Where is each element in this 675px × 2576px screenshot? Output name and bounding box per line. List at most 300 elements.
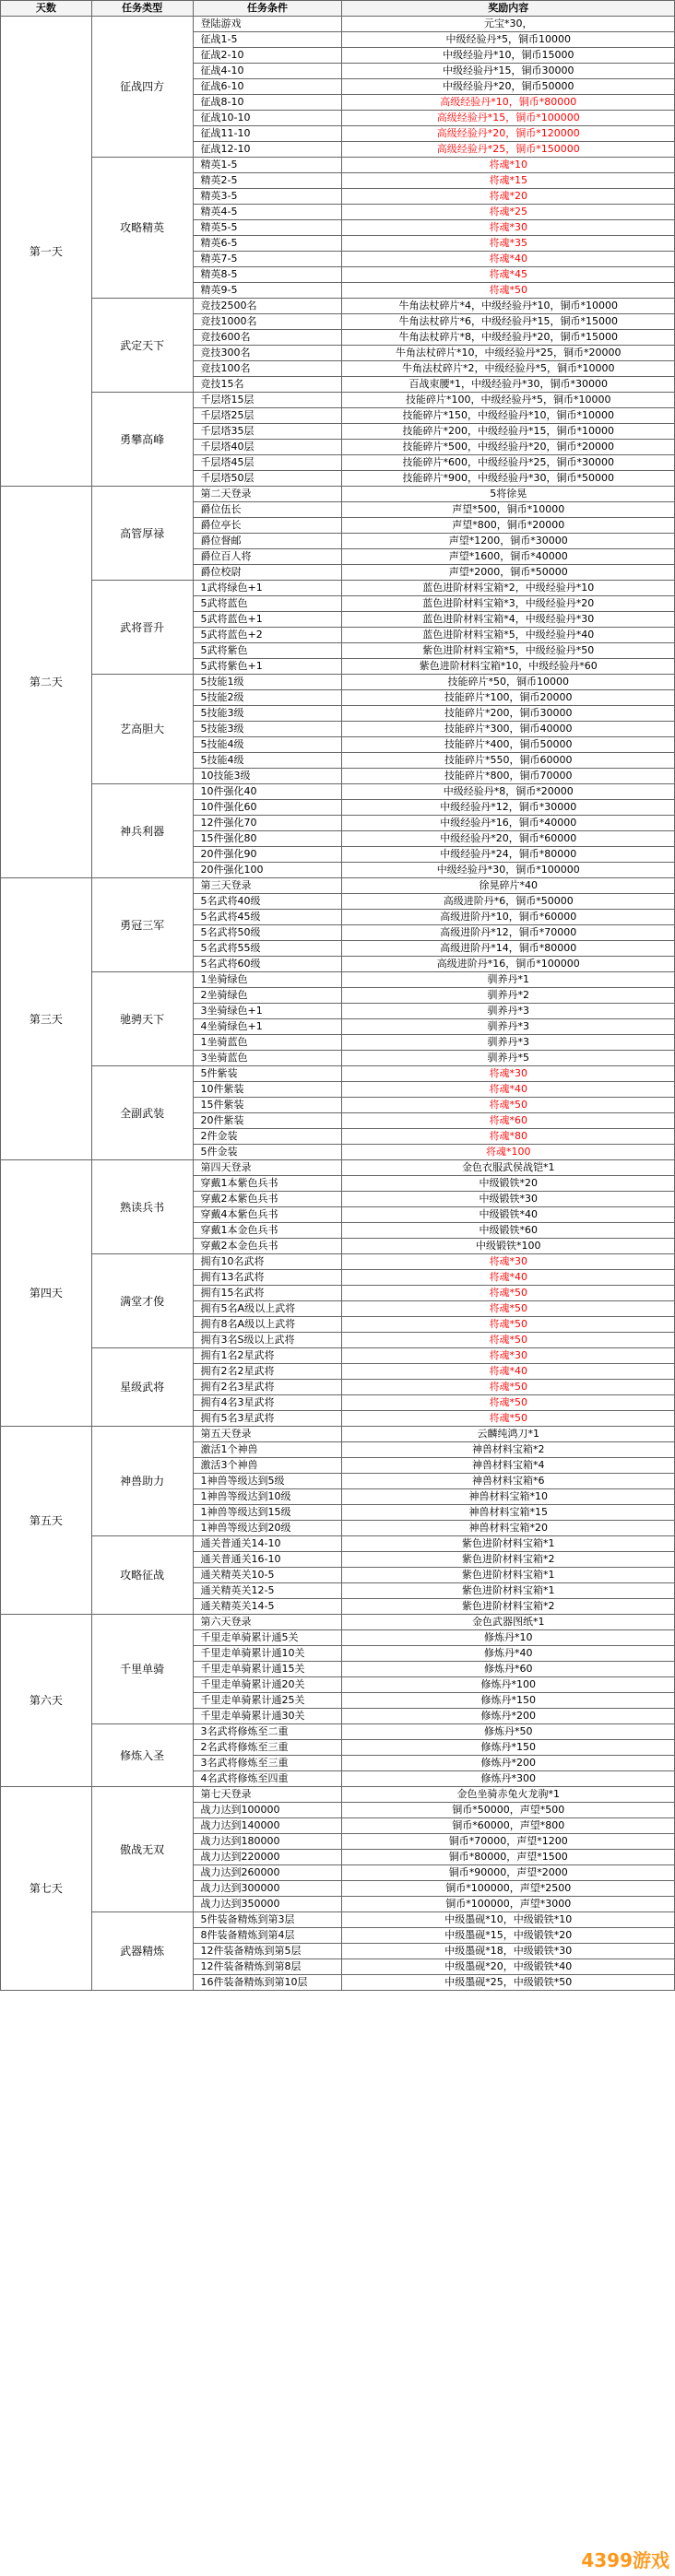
reward-cell: 神兽材料宝箱*2 [342, 1442, 675, 1458]
reward-cell: 蓝色进阶材料宝箱*4，中级经验丹*30 [342, 612, 675, 628]
task-condition-cell: 征战1-5 [193, 32, 342, 48]
task-condition-cell: 竞技2500名 [193, 299, 342, 314]
table-row [1, 784, 675, 800]
task-condition-cell: 2名武将修炼至三重 [193, 1740, 342, 1756]
task-type-cell: 勇攀高峰 [91, 393, 193, 487]
task-condition-cell: 5件装备精炼到第3层 [193, 1912, 342, 1928]
task-condition-cell: 千里走单骑累计通10关 [193, 1646, 342, 1662]
task-condition-cell: 5武将紫色+1 [193, 659, 342, 675]
task-type-cell: 满堂才俊 [91, 1254, 193, 1348]
task-condition-cell: 第二天登录 [193, 487, 342, 502]
reward-cell: 中级墨砚*25，中级锻铁*50 [342, 1975, 675, 1991]
task-condition-cell: 5名武将40级 [193, 894, 342, 910]
reward-cell: 将魂*40 [342, 252, 675, 267]
task-condition-cell: 5武将蓝色+1 [193, 612, 342, 628]
reward-cell: 技能碎片*550，铜币60000 [342, 753, 675, 769]
reward-cell: 技能碎片*100，铜币20000 [342, 690, 675, 706]
task-condition-cell: 拥有2名2星武将 [193, 1364, 342, 1380]
reward-cell: 神兽材料宝箱*6 [342, 1474, 675, 1489]
reward-cell: 金色武器图纸*1 [342, 1615, 675, 1630]
reward-cell: 将魂*50 [342, 1333, 675, 1348]
reward-cell: 蓝色进阶材料宝箱*3，中级经验丹*20 [342, 596, 675, 612]
task-type-cell: 千里单骑 [91, 1615, 193, 1724]
reward-cell: 中级墨砚*18，中级锻铁*30 [342, 1944, 675, 1959]
reward-cell: 中级墨砚*10，中级锻铁*10 [342, 1912, 675, 1928]
reward-cell: 将魂*50 [342, 283, 675, 299]
task-condition-cell: 20件强化90 [193, 847, 342, 863]
task-condition-cell: 10件强化60 [193, 800, 342, 816]
task-condition-cell: 1神兽等级达到20级 [193, 1521, 342, 1536]
reward-cell: 声望*1600，铜币*40000 [342, 549, 675, 565]
task-condition-cell: 激活1个神兽 [193, 1442, 342, 1458]
reward-cell: 中级经验丹*24，铜币*80000 [342, 847, 675, 863]
task-condition-cell: 征战8-10 [193, 95, 342, 111]
reward-cell: 将魂*50 [342, 1395, 675, 1411]
task-condition-cell: 10件强化40 [193, 784, 342, 800]
reward-cell: 将魂*50 [342, 1301, 675, 1317]
task-condition-cell: 精英1-5 [193, 158, 342, 173]
header-task-condition: 任务条件 [193, 1, 342, 17]
reward-cell: 将魂*80 [342, 1129, 675, 1145]
reward-cell: 将魂*50 [342, 1380, 675, 1395]
table-row [1, 1427, 675, 1442]
task-condition-cell: 登陆游戏 [193, 17, 342, 32]
reward-cell: 紫色进阶材料宝箱*1 [342, 1568, 675, 1583]
task-condition-cell: 千层塔15层 [193, 393, 342, 408]
header-reward: 奖励内容 [342, 1, 675, 17]
task-condition-cell: 第五天登录 [193, 1427, 342, 1442]
task-condition-cell: 战力达到220000 [193, 1850, 342, 1865]
task-condition-cell: 拥有5名3星武将 [193, 1411, 342, 1427]
task-type-cell: 攻略精英 [91, 158, 193, 299]
task-condition-cell: 竞技15名 [193, 377, 342, 393]
task-condition-cell: 拥有5名A级以上武将 [193, 1301, 342, 1317]
reward-cell: 高级经验丹*15，铜币*100000 [342, 111, 675, 126]
task-condition-cell: 战力达到100000 [193, 1803, 342, 1818]
reward-cell: 修炼丹*40 [342, 1646, 675, 1662]
task-type-cell: 星级武将 [91, 1348, 193, 1427]
reward-cell: 中级锻铁*30 [342, 1192, 675, 1207]
reward-cell: 中级锻铁*60 [342, 1223, 675, 1239]
table-row [1, 878, 675, 894]
reward-cell: 修炼丹*50 [342, 1724, 675, 1740]
header-day: 天数 [1, 1, 92, 17]
task-condition-cell: 精英3-5 [193, 189, 342, 205]
task-condition-cell: 精英7-5 [193, 252, 342, 267]
task-condition-cell: 穿戴1本金色兵书 [193, 1223, 342, 1239]
reward-cell: 中级经验丹*12，铜币*30000 [342, 800, 675, 816]
reward-cell: 将魂*40 [342, 1270, 675, 1286]
table-row [1, 1160, 675, 1176]
reward-cell: 高级经验丹*25，铜币*150000 [342, 142, 675, 158]
reward-cell: 高级进阶丹*14，铜币*80000 [342, 941, 675, 957]
reward-cell: 高级进阶丹*10，铜币*60000 [342, 910, 675, 925]
task-condition-cell: 第六天登录 [193, 1615, 342, 1630]
task-condition-cell: 精英9-5 [193, 283, 342, 299]
reward-cell: 将魂*100 [342, 1145, 675, 1160]
task-condition-cell: 千里走单骑累计通15关 [193, 1662, 342, 1677]
table-row [1, 1066, 675, 1082]
reward-cell: 技能碎片*50，铜币10000 [342, 675, 675, 690]
task-condition-cell: 5名武将45级 [193, 910, 342, 925]
reward-cell: 牛角法杖碎片*2，中级经验丹*5，铜币*10000 [342, 361, 675, 377]
task-type-cell: 艺高胆大 [91, 675, 193, 784]
task-condition-cell: 千层塔40层 [193, 440, 342, 455]
reward-cell: 神兽材料宝箱*10 [342, 1489, 675, 1505]
task-type-cell: 征战四方 [91, 17, 193, 158]
task-condition-cell: 5件金装 [193, 1145, 342, 1160]
reward-cell: 将魂*60 [342, 1113, 675, 1129]
task-condition-cell: 穿戴1本紫色兵书 [193, 1176, 342, 1192]
reward-cell: 高级进阶丹*16，铜币*100000 [342, 957, 675, 972]
task-condition-cell: 通关精英关12-5 [193, 1583, 342, 1599]
task-condition-cell: 千里走单骑累计通5关 [193, 1630, 342, 1646]
reward-cell: 蓝色进阶材料宝箱*2，中级经验丹*10 [342, 581, 675, 596]
task-type-cell: 修炼入圣 [91, 1724, 193, 1787]
task-condition-cell: 5技能1级 [193, 675, 342, 690]
reward-cell: 中级经验丹*8，铜币*20000 [342, 784, 675, 800]
task-condition-cell: 15件紫装 [193, 1098, 342, 1113]
reward-cell: 声望*2000，铜币*50000 [342, 565, 675, 581]
reward-cell: 修炼丹*60 [342, 1662, 675, 1677]
task-condition-cell: 5技能3级 [193, 706, 342, 722]
reward-cell: 紫色进阶材料宝箱*1 [342, 1536, 675, 1552]
task-condition-cell: 通关普通关14-10 [193, 1536, 342, 1552]
reward-cell: 铜币*90000，声望*2000 [342, 1865, 675, 1881]
task-condition-cell: 通关精英关14-5 [193, 1599, 342, 1615]
reward-cell: 元宝*30， [342, 17, 675, 32]
table-body [1, 17, 675, 1991]
reward-cell: 高级经验丹*10，铜币*80000 [342, 95, 675, 111]
task-condition-cell: 千里走单骑累计通30关 [193, 1709, 342, 1724]
reward-cell: 紫色进阶材料宝箱*1 [342, 1583, 675, 1599]
reward-cell: 将魂*30 [342, 1348, 675, 1364]
table-row [1, 581, 675, 596]
reward-cell: 铜币*60000，声望*800 [342, 1818, 675, 1834]
task-condition-cell: 第三天登录 [193, 878, 342, 894]
reward-cell: 声望*500，铜币*10000 [342, 502, 675, 518]
day-cell: 第一天 [1, 17, 92, 487]
task-condition-cell: 征战11-10 [193, 126, 342, 142]
reward-cell: 将魂*45 [342, 267, 675, 283]
task-condition-cell: 竞技1000名 [193, 314, 342, 330]
reward-cell: 徐晃碎片*40 [342, 878, 675, 894]
task-condition-cell: 5件紫装 [193, 1066, 342, 1082]
reward-cell: 中级经验丹*5，铜币10000 [342, 32, 675, 48]
reward-cell: 声望*800，铜币*20000 [342, 518, 675, 534]
reward-cell: 驯养丹*1 [342, 972, 675, 988]
reward-cell: 中级经验丹*16，铜币*40000 [342, 816, 675, 831]
reward-cell: 技能碎片*900，中级经验丹*30，铜币*50000 [342, 471, 675, 487]
task-condition-cell: 3坐骑蓝色 [193, 1051, 342, 1066]
day-cell: 第二天 [1, 487, 92, 878]
task-condition-cell: 12件装备精炼到第5层 [193, 1944, 342, 1959]
reward-cell: 将魂*50 [342, 1411, 675, 1427]
task-condition-cell: 10件紫装 [193, 1082, 342, 1098]
reward-cell: 声望*1200，铜币*30000 [342, 534, 675, 549]
reward-cell: 驯养丹*3 [342, 1019, 675, 1035]
task-type-cell: 驰骋天下 [91, 972, 193, 1066]
table-row [1, 1536, 675, 1552]
reward-cell: 修炼丹*300 [342, 1771, 675, 1787]
task-condition-cell: 爵位督邮 [193, 534, 342, 549]
task-condition-cell: 拥有1名2星武将 [193, 1348, 342, 1364]
task-condition-cell: 3名武将修炼至二重 [193, 1724, 342, 1740]
task-condition-cell: 第四天登录 [193, 1160, 342, 1176]
task-condition-cell: 征战4-10 [193, 64, 342, 79]
task-condition-cell: 2件金装 [193, 1129, 342, 1145]
reward-cell: 高级进阶丹*6，铜币*50000 [342, 894, 675, 910]
day-cell: 第七天 [1, 1787, 92, 1991]
task-condition-cell: 精英4-5 [193, 205, 342, 220]
task-condition-cell: 战力达到300000 [193, 1881, 342, 1897]
task-condition-cell: 通关普通关16-10 [193, 1552, 342, 1568]
task-condition-cell: 战力达到350000 [193, 1897, 342, 1912]
task-condition-cell: 5技能2级 [193, 690, 342, 706]
reward-cell: 金色坐骑赤兔火龙驹*1 [342, 1787, 675, 1803]
task-type-cell: 武将晋升 [91, 581, 193, 675]
task-condition-cell: 拥有15名武将 [193, 1286, 342, 1301]
task-condition-cell: 通关精英关10-5 [193, 1568, 342, 1583]
reward-cell: 中级锻铁*20 [342, 1176, 675, 1192]
reward-cell: 技能碎片*800，铜币70000 [342, 769, 675, 784]
reward-cell: 将魂*50 [342, 1098, 675, 1113]
task-condition-cell: 第七天登录 [193, 1787, 342, 1803]
reward-cell: 将魂*30 [342, 1254, 675, 1270]
task-condition-cell: 拥有13名武将 [193, 1270, 342, 1286]
watermark-logo: 4399游戏 [581, 2549, 669, 2571]
day-cell: 第四天 [1, 1160, 92, 1427]
reward-cell: 将魂*50 [342, 1317, 675, 1333]
task-condition-cell: 4坐骑绿色+1 [193, 1019, 342, 1035]
reward-cell: 将魂*30 [342, 1066, 675, 1082]
reward-cell: 百战束腰*1，中级经验丹*30，铜币*30000 [342, 377, 675, 393]
table-row [1, 393, 675, 408]
table-row [1, 1912, 675, 1928]
task-condition-cell: 千里走单骑累计通25关 [193, 1693, 342, 1709]
reward-cell: 将魂*40 [342, 1082, 675, 1098]
task-condition-cell: 拥有4名3星武将 [193, 1395, 342, 1411]
task-condition-cell: 15件强化80 [193, 831, 342, 847]
reward-cell: 技能碎片*300，铜币40000 [342, 722, 675, 737]
reward-cell: 中级经验丹*15，铜币30000 [342, 64, 675, 79]
reward-cell: 铜币*100000，声望*3000 [342, 1897, 675, 1912]
task-condition-cell: 5武将蓝色 [193, 596, 342, 612]
task-condition-cell: 16件装备精炼到第10层 [193, 1975, 342, 1991]
reward-cell: 铜币*100000，声望*2500 [342, 1881, 675, 1897]
reward-cell: 中级墨砚*15，中级锻铁*20 [342, 1928, 675, 1944]
task-condition-cell: 8件装备精炼到第4层 [193, 1928, 342, 1944]
reward-cell: 蓝色进阶材料宝箱*5，中级经验丹*40 [342, 628, 675, 643]
task-condition-cell: 1坐骑绿色 [193, 972, 342, 988]
task-condition-cell: 2坐骑绿色 [193, 988, 342, 1004]
task-condition-cell: 1神兽等级达到15级 [193, 1505, 342, 1521]
table-row [1, 1254, 675, 1270]
reward-cell: 技能碎片*600，中级经验丹*25，铜币*30000 [342, 455, 675, 471]
task-condition-cell: 战力达到260000 [193, 1865, 342, 1881]
reward-cell: 将魂*30 [342, 220, 675, 236]
task-condition-cell: 20件紫装 [193, 1113, 342, 1129]
reward-cell: 中级经验丹*10，铜币15000 [342, 48, 675, 64]
reward-cell: 技能碎片*150，中级经验丹*10，铜币*10000 [342, 408, 675, 424]
task-condition-cell: 4名武将修炼至四重 [193, 1771, 342, 1787]
task-type-cell: 武器精炼 [91, 1912, 193, 1991]
reward-cell: 紫色进阶材料宝箱*2 [342, 1599, 675, 1615]
task-type-cell: 武定天下 [91, 299, 193, 393]
task-condition-cell: 拥有3名S级以上武将 [193, 1333, 342, 1348]
task-condition-cell: 精英5-5 [193, 220, 342, 236]
table-row [1, 158, 675, 173]
task-condition-cell: 1神兽等级达到5级 [193, 1474, 342, 1489]
task-condition-cell: 5技能4级 [193, 737, 342, 753]
task-type-cell: 全副武装 [91, 1066, 193, 1160]
table-header-row [1, 1, 675, 17]
task-condition-cell: 竞技300名 [193, 346, 342, 361]
task-condition-cell: 5武将蓝色+2 [193, 628, 342, 643]
task-condition-cell: 拥有10名武将 [193, 1254, 342, 1270]
reward-cell: 铜币*50000，声望*500 [342, 1803, 675, 1818]
day-cell: 第六天 [1, 1615, 92, 1787]
task-condition-cell: 5名武将50级 [193, 925, 342, 941]
task-condition-cell: 爵位校尉 [193, 565, 342, 581]
reward-cell: 牛角法杖碎片*8，中级经验丹*20，铜币*15000 [342, 330, 675, 346]
task-condition-cell: 战力达到180000 [193, 1834, 342, 1850]
reward-cell: 技能碎片*100，中级经验丹*5，铜币*10000 [342, 393, 675, 408]
reward-cell: 中级经验丹*30，铜币*100000 [342, 863, 675, 878]
table-row [1, 972, 675, 988]
task-condition-cell: 20件强化100 [193, 863, 342, 878]
reward-cell: 神兽材料宝箱*20 [342, 1521, 675, 1536]
task-condition-cell: 激活3个神兽 [193, 1458, 342, 1474]
reward-cell: 铜币*80000，声望*1500 [342, 1850, 675, 1865]
task-condition-cell: 5名武将55级 [193, 941, 342, 957]
task-condition-cell: 12件强化70 [193, 816, 342, 831]
reward-cell: 驯养丹*5 [342, 1051, 675, 1066]
reward-cell: 中级锻铁*40 [342, 1207, 675, 1223]
task-type-cell: 傲战无双 [91, 1787, 193, 1912]
day-cell: 第五天 [1, 1427, 92, 1615]
reward-cell: 牛角法杖碎片*4，中级经验丹*10，铜币*10000 [342, 299, 675, 314]
reward-cell: 铜币*70000，声望*1200 [342, 1834, 675, 1850]
reward-cell: 驯养丹*3 [342, 1004, 675, 1019]
task-condition-cell: 征战2-10 [193, 48, 342, 64]
reward-cell: 神兽材料宝箱*15 [342, 1505, 675, 1521]
task-condition-cell: 5名武将60级 [193, 957, 342, 972]
reward-cell: 修炼丹*10 [342, 1630, 675, 1646]
task-condition-cell: 战力达到140000 [193, 1818, 342, 1834]
task-condition-cell: 穿戴2本金色兵书 [193, 1239, 342, 1254]
day-cell: 第三天 [1, 878, 92, 1160]
task-condition-cell: 精英6-5 [193, 236, 342, 252]
reward-cell: 将魂*35 [342, 236, 675, 252]
task-condition-cell: 拥有2名3星武将 [193, 1380, 342, 1395]
task-condition-cell: 5技能3级 [193, 722, 342, 737]
reward-cell: 云麟纯鸿刀*1 [342, 1427, 675, 1442]
task-condition-cell: 穿戴2本紫色兵书 [193, 1192, 342, 1207]
task-condition-cell: 精英8-5 [193, 267, 342, 283]
reward-cell: 牛角法杖碎片*6，中级经验丹*15，铜币*15000 [342, 314, 675, 330]
task-condition-cell: 1武将绿色+1 [193, 581, 342, 596]
task-type-cell: 熟读兵书 [91, 1160, 193, 1254]
task-condition-cell: 穿戴4本紫色兵书 [193, 1207, 342, 1223]
reward-cell: 紫色进阶材料宝箱*2 [342, 1552, 675, 1568]
task-condition-cell: 5技能4级 [193, 753, 342, 769]
reward-cell: 将魂*40 [342, 1364, 675, 1380]
task-condition-cell: 征战10-10 [193, 111, 342, 126]
reward-cell: 将魂*15 [342, 173, 675, 189]
table-row [1, 487, 675, 502]
task-condition-cell: 5武将紫色 [193, 643, 342, 659]
task-condition-cell: 征战6-10 [193, 79, 342, 95]
reward-cell: 技能碎片*200，中级经验丹*15，铜币*10000 [342, 424, 675, 440]
table-row [1, 1787, 675, 1803]
reward-cell: 修炼丹*200 [342, 1709, 675, 1724]
reward-cell: 高级进阶丹*12，铜币*70000 [342, 925, 675, 941]
table-row [1, 1348, 675, 1364]
reward-cell: 修炼丹*200 [342, 1756, 675, 1771]
reward-cell: 技能碎片*500，中级经验丹*20，铜币*20000 [342, 440, 675, 455]
task-condition-cell: 千层塔45层 [193, 455, 342, 471]
reward-cell: 5将徐晃 [342, 487, 675, 502]
task-condition-cell: 拥有8名A级以上武将 [193, 1317, 342, 1333]
table-row [1, 1724, 675, 1740]
task-condition-cell: 竞技100名 [193, 361, 342, 377]
task-condition-cell: 3坐骑绿色+1 [193, 1004, 342, 1019]
reward-cell: 高级经验丹*20，铜币*120000 [342, 126, 675, 142]
reward-cell: 将魂*50 [342, 1286, 675, 1301]
reward-cell: 修炼丹*150 [342, 1740, 675, 1756]
task-type-cell: 攻略征战 [91, 1536, 193, 1615]
task-type-cell: 神兵利器 [91, 784, 193, 878]
task-condition-cell: 精英2-5 [193, 173, 342, 189]
task-condition-cell: 千层塔35层 [193, 424, 342, 440]
task-condition-cell: 12件装备精炼到第8层 [193, 1959, 342, 1975]
reward-cell: 紫色进阶材料宝箱*10，中级经验丹*60 [342, 659, 675, 675]
reward-cell: 紫色进阶材料宝箱*5，中级经验丹*50 [342, 643, 675, 659]
task-type-cell: 勇冠三军 [91, 878, 193, 972]
reward-cell: 将魂*25 [342, 205, 675, 220]
table-row [1, 675, 675, 690]
reward-cell: 金色衣服武侯战铠*1 [342, 1160, 675, 1176]
reward-cell: 驯养丹*2 [342, 988, 675, 1004]
reward-cell: 修炼丹*150 [342, 1693, 675, 1709]
header-task-type: 任务类型 [91, 1, 193, 17]
task-condition-cell: 征战12-10 [193, 142, 342, 158]
reward-cell: 将魂*10 [342, 158, 675, 173]
task-condition-cell: 千层塔25层 [193, 408, 342, 424]
task-condition-cell: 爵位亭长 [193, 518, 342, 534]
reward-cell: 驯养丹*3 [342, 1035, 675, 1051]
reward-cell: 修炼丹*100 [342, 1677, 675, 1693]
reward-cell: 中级锻铁*100 [342, 1239, 675, 1254]
task-condition-cell: 爵位百人将 [193, 549, 342, 565]
table-row [1, 17, 675, 32]
table-row [1, 1615, 675, 1630]
task-condition-cell: 千里走单骑累计通20关 [193, 1677, 342, 1693]
reward-cell: 中级墨砚*20，中级锻铁*40 [342, 1959, 675, 1975]
reward-cell: 中级经验丹*20，铜币*60000 [342, 831, 675, 847]
task-type-cell: 神兽助力 [91, 1427, 193, 1536]
task-condition-cell: 竞技600名 [193, 330, 342, 346]
task-condition-cell: 1神兽等级达到10级 [193, 1489, 342, 1505]
task-condition-cell: 爵位伍长 [193, 502, 342, 518]
reward-cell: 技能碎片*200，铜币30000 [342, 706, 675, 722]
task-condition-cell: 3名武将修炼至三重 [193, 1756, 342, 1771]
task-type-cell: 高管厚禄 [91, 487, 193, 581]
task-condition-cell: 千层塔50层 [193, 471, 342, 487]
reward-cell: 中级经验丹*20，铜币50000 [342, 79, 675, 95]
reward-cell: 技能碎片*400，铜币50000 [342, 737, 675, 753]
